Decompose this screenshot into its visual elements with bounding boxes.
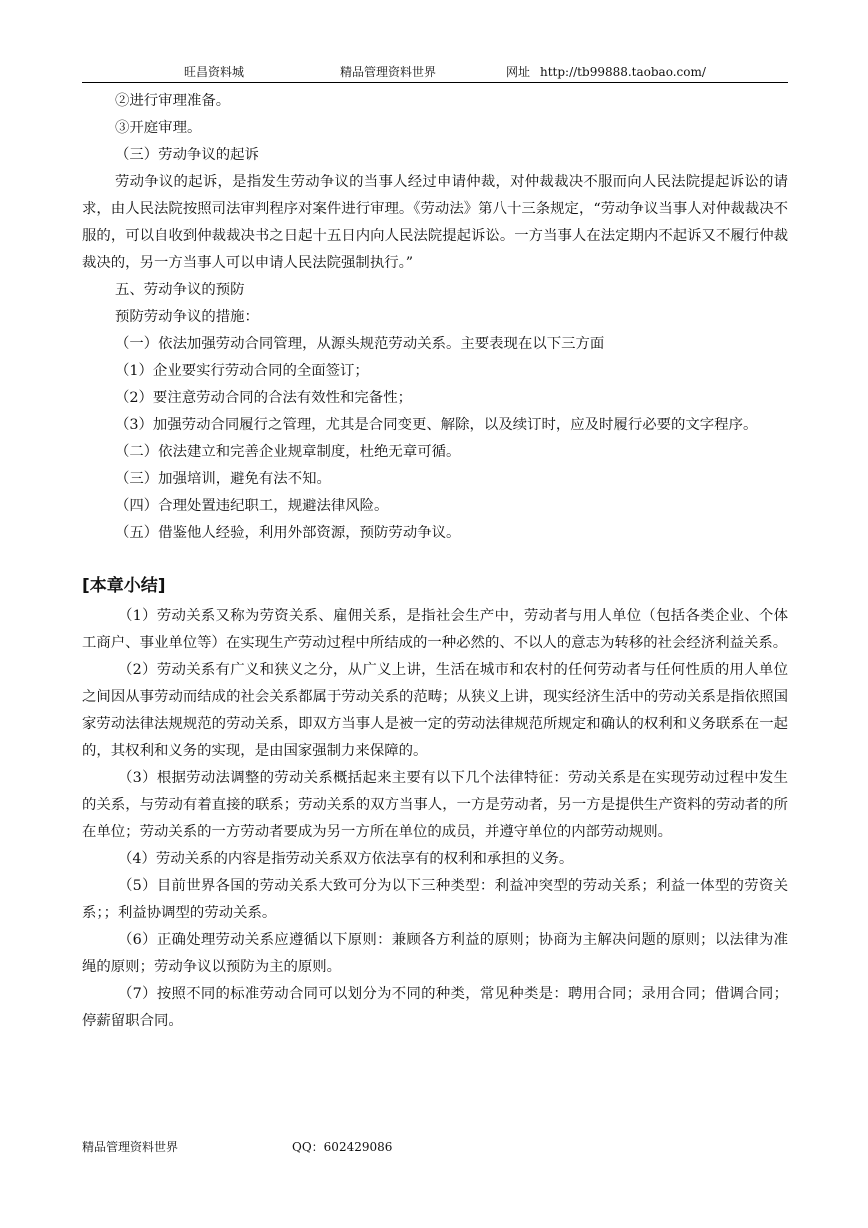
paragraph: ②进行审理准备。 — [115, 93, 231, 109]
summary-item: （2）劳动关系有广义和狭义之分，从广义上讲，生活在城市和农村的任何劳动者与任何性质的用人单位之间因从事劳动而结成的社会关系都属于劳动关系的范畴；从狭义上讲，现实经济生活中的劳动关系是指依照国家劳动法律法规规范的劳动关系，即双方当事人是被一定的劳动法律规范所规定和确认的权利和义务联系在一起的，其权利和义务的实现，是由国家强制力来保障的。 — [82, 662, 788, 759]
header-world-name: 精品管理资料世界 — [340, 65, 437, 79]
summary-item: （7）按照不同的标准劳动合同可以划分为不同的种类，常见种类是：聘用合同；录用合同；借调合同；停薪留职合同。 — [82, 986, 788, 1029]
paragraph: ③开庭审理。 — [115, 120, 202, 136]
list-item: （四）合理处置违纪职工，规避法律风险。 — [115, 498, 389, 514]
footer-world-name: 精品管理资料世界 — [82, 1140, 179, 1154]
list-item: （二）依法建立和完善企业规章制度，杜绝无章可循。 — [115, 444, 461, 460]
summary-item: （5）目前世界各国的劳动关系大致可分为以下三种类型：利益冲突型的劳动关系；利益一体型的劳资关系；；利益协调型的劳动关系。 — [82, 878, 788, 921]
footer-qq: QQ：602429086 — [292, 1140, 393, 1154]
header-url: http://tb99888.taobao.com/ — [540, 65, 706, 79]
list-item: （2）要注意劳动合同的合法有效性和完备性； — [115, 390, 412, 406]
list-item: （三）加强培训，避免有法不知。 — [115, 471, 331, 487]
summary-item: （3）根据劳动法调整的劳动关系概括起来主要有以下几个法律特征：劳动关系是在实现劳动过程中发生的关系，与劳动有着直接的联系；劳动关系的双方当事人，一方是劳动者，另一方是提供生产资料的劳动者的所在单位；劳动关系的一方劳动者要成为另一方所在单位的成员，并遵守单位的内部劳动规则。 — [82, 770, 788, 840]
list-item: （1）企业要实行劳动合同的全面签订； — [115, 363, 369, 379]
list-item: （3）加强劳动合同履行之管理，尤其是合同变更、解除，以及续订时，应及时履行必要的文字程序。 — [115, 417, 758, 433]
list-item: （五）借鉴他人经验，利用外部资源，预防劳动争议。 — [115, 525, 461, 541]
chapter-summary-title: [本章小结] — [82, 576, 166, 596]
paragraph: 预防劳动争议的措施： — [115, 309, 259, 325]
section-heading: 五、劳动争议的预防 — [115, 282, 245, 298]
header-shop-name: 旺昌资料城 — [184, 65, 245, 79]
header-url-label: 网址 — [506, 65, 531, 79]
summary-item: （6）正确处理劳动关系应遵循以下原则：兼顾各方利益的原则；协商为主解决问题的原则；以法律为准绳的原则；劳动争议以预防为主的原则。 — [82, 932, 788, 975]
document-body — [82, 88, 788, 1035]
list-item: （一）依法加强劳动合同管理，从源头规范劳动关系。主要表现在以下三方面 — [115, 336, 605, 352]
summary-item: （4）劳动关系的内容是指劳动关系双方依法享有的权利和承担的义务。 — [118, 851, 574, 867]
paragraph: 劳动争议的起诉，是指发生劳动争议的当事人经过申请仲裁，对仲裁裁决不服而向人民法院提起诉讼的请求，由人民法院按照司法审判程序对案件进行审理。《劳动法》第八十三条规定，“劳动争议当事人对仲裁裁决不服的，可以自收到仲裁裁决书之日起十五日内向人民法院提起诉讼。一方当事人在法定期内不起诉又不履行仲裁裁决的，另一方当事人可以申请人民法院强制执行。” — [82, 174, 788, 271]
summary-item: （1）劳动关系又称为劳资关系、雇佣关系，是指社会生产中，劳动者与用人单位（包括各类企业、个体工商户、事业单位等）在实现生产劳动过程中所结成的一种必然的、不以人的意志为转移的社会经济利益关系。 — [82, 608, 788, 651]
page-header — [82, 62, 788, 83]
subsection-heading: （三）劳动争议的起诉 — [115, 147, 259, 163]
